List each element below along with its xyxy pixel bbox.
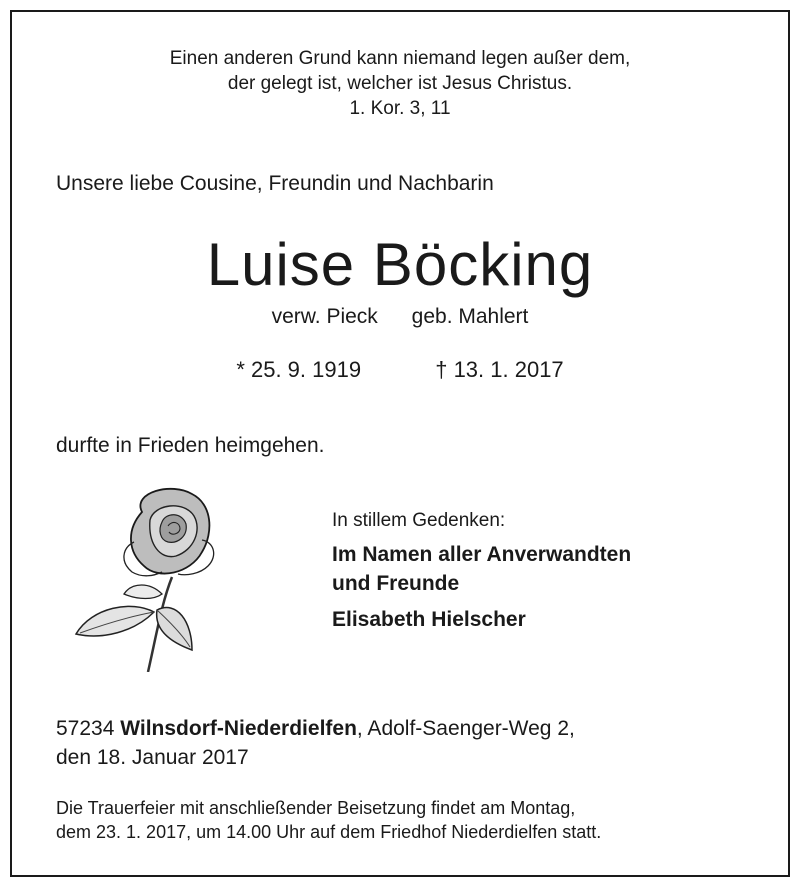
mourners-signature: Elisabeth Hielscher (332, 608, 526, 631)
life-dates (12, 357, 788, 383)
name-details (12, 305, 788, 329)
bible-verse (12, 46, 788, 121)
address-town: Wilnsdorf-Niederdielfen (120, 717, 357, 740)
mourners-line-2: und Freunde (332, 572, 460, 595)
widowed-name: verw. Pieck (271, 305, 378, 328)
mourners-label: In stillem Gedenken: (332, 510, 506, 531)
mourners-block (332, 510, 631, 632)
death-date: † 13. 1. 2017 (435, 357, 564, 382)
address-street: , Adolf-Saenger-Weg 2, (356, 717, 575, 740)
obituary-notice (10, 10, 790, 877)
address-block (56, 714, 575, 772)
mourners-line-1: Im Namen aller Anverwandten (332, 543, 632, 566)
deceased-name: Luise Böcking (206, 231, 594, 298)
birth-date: * 25. 9. 1919 (236, 357, 362, 382)
address-zip: 57234 (56, 717, 115, 740)
rose-icon (62, 482, 222, 672)
address-date: den 18. Januar 2017 (56, 746, 249, 769)
verse-reference: 1. Kor. 3, 11 (349, 98, 451, 119)
address-line (56, 714, 575, 743)
verse-line-2: der gelegt ist, welcher ist Jesus Christus. (227, 73, 573, 94)
verse-line-1: Einen anderen Grund kann niemand legen außer dem, (169, 48, 631, 69)
funeral-line-2: dem 23. 1. 2017, um 14.00 Uhr auf dem Friedhof Niederdielfen statt. (56, 822, 602, 842)
funeral-info (56, 796, 601, 844)
funeral-line-1: Die Trauerfeier mit anschließender Beisetzung findet am Montag, (56, 798, 576, 818)
intro-text: Unsere liebe Cousine, Freundin und Nachbarin (56, 172, 494, 195)
passed-text: durfte in Frieden heimgehen. (56, 434, 325, 457)
birth-name: geb. Mahlert (411, 305, 529, 328)
